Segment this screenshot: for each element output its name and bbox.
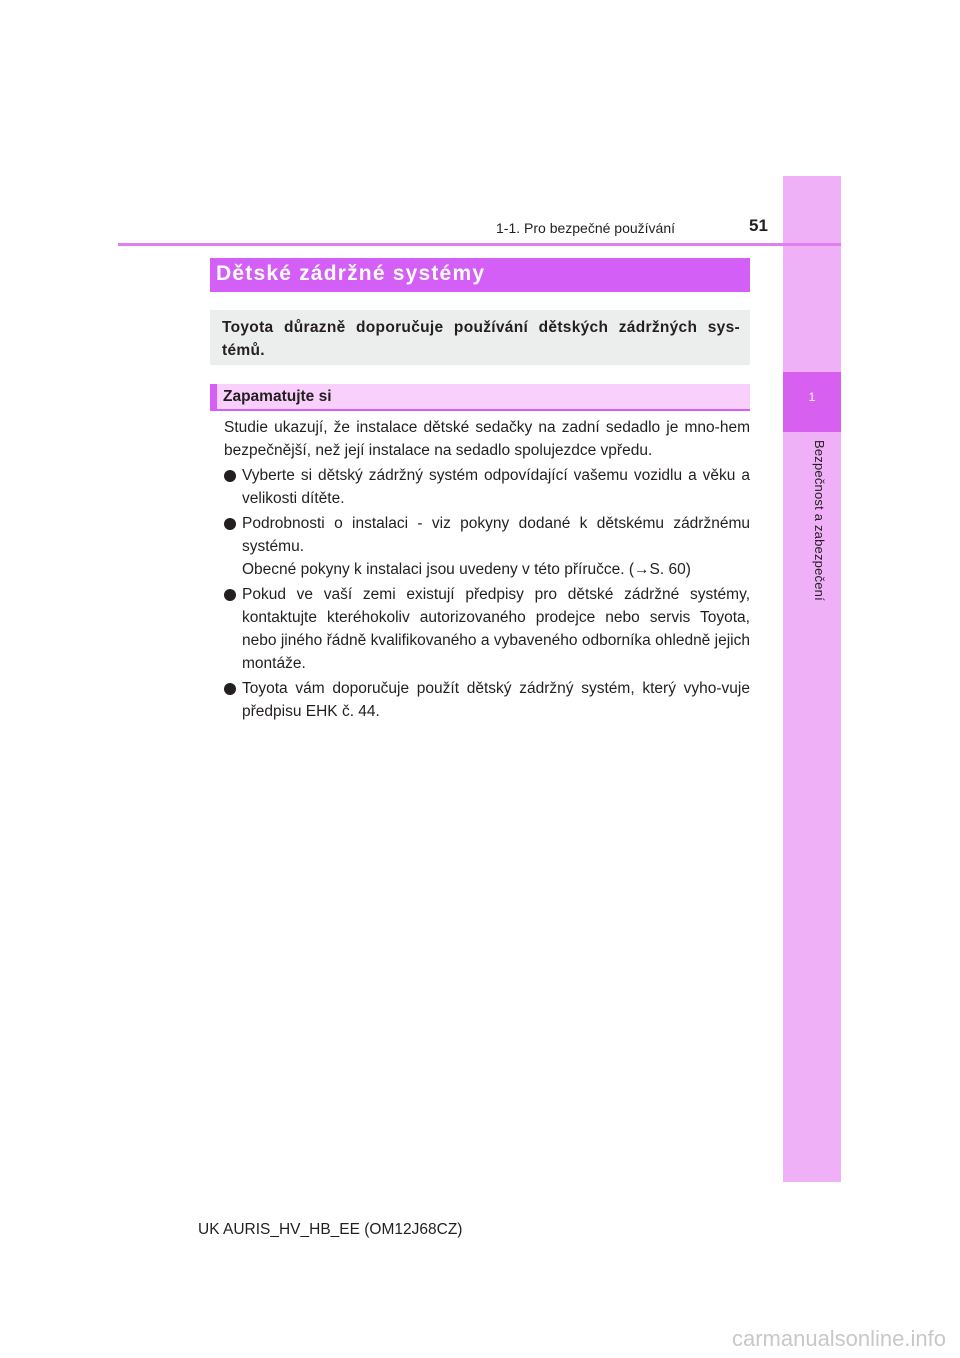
chapter-number: 1 [808, 390, 816, 404]
bullet-dot-icon [224, 683, 236, 695]
note-body [224, 416, 750, 723]
list-item [224, 464, 750, 510]
list-item [224, 512, 750, 581]
bullet-text: Pokud ve vaší zemi existují předpisy pro dětské zádržné systémy, kontaktujte kteréhokoliv autorizovaného prodejce nebo servis Toyota, nebo jiného řádně kvalifikovaného a vybaveného odborníka ohledně jejich montáže. [242, 586, 750, 672]
list-item [224, 583, 750, 675]
bullet-dot-icon [224, 470, 236, 482]
bullet-dot-icon [224, 589, 236, 601]
page-number: 51 [749, 216, 768, 235]
bullet-text: Podrobnosti o instalaci - viz pokyny dodané k dětskému zádržnému systému. [242, 515, 750, 555]
page-title: Dětské zádržné systémy [216, 262, 486, 285]
chapter-label: Bezpečnost a zabezpečení [812, 440, 827, 601]
bullet-dot-icon [224, 518, 236, 530]
note-header [210, 384, 750, 411]
bullet-text: Vyberte si dětský zádržný systém odpovídající vašemu vozidlu a věku a velikosti dítěte. [242, 467, 750, 507]
header-section-title: 1-1. Pro bezpečné používání [496, 220, 676, 236]
watermark: carmanualsonline.info [731, 1326, 946, 1351]
bullet-text: Toyota vám doporučuje použít dětský zádržný systém, který vyho-vuje předpisu EHK č. 44. [242, 680, 750, 720]
intro-box [210, 310, 750, 365]
bullet-subtext: Obecné pokyny k instalaci jsou uvedeny v této příručce. (→S. 60) [242, 561, 691, 578]
list-item [224, 677, 750, 723]
title-bar [210, 258, 750, 292]
intro-text: Toyota důrazně doporučuje používání dětských zádržných sys-témů. [222, 319, 740, 359]
footer-doc-id: UK AURIS_HV_HB_EE (OM12J68CZ) [198, 1221, 463, 1238]
note-title: Zapamatujte si [223, 388, 332, 405]
chapter-side-tab [783, 176, 841, 1182]
note-paragraph: Studie ukazují, že instalace dětské sedačky na zadní sedadlo je mno-hem bezpečnější, než její instalace na sedadlo spolujezdce vpředu. [224, 419, 750, 459]
header-divider [118, 243, 841, 246]
note-accent-bar [210, 384, 217, 409]
